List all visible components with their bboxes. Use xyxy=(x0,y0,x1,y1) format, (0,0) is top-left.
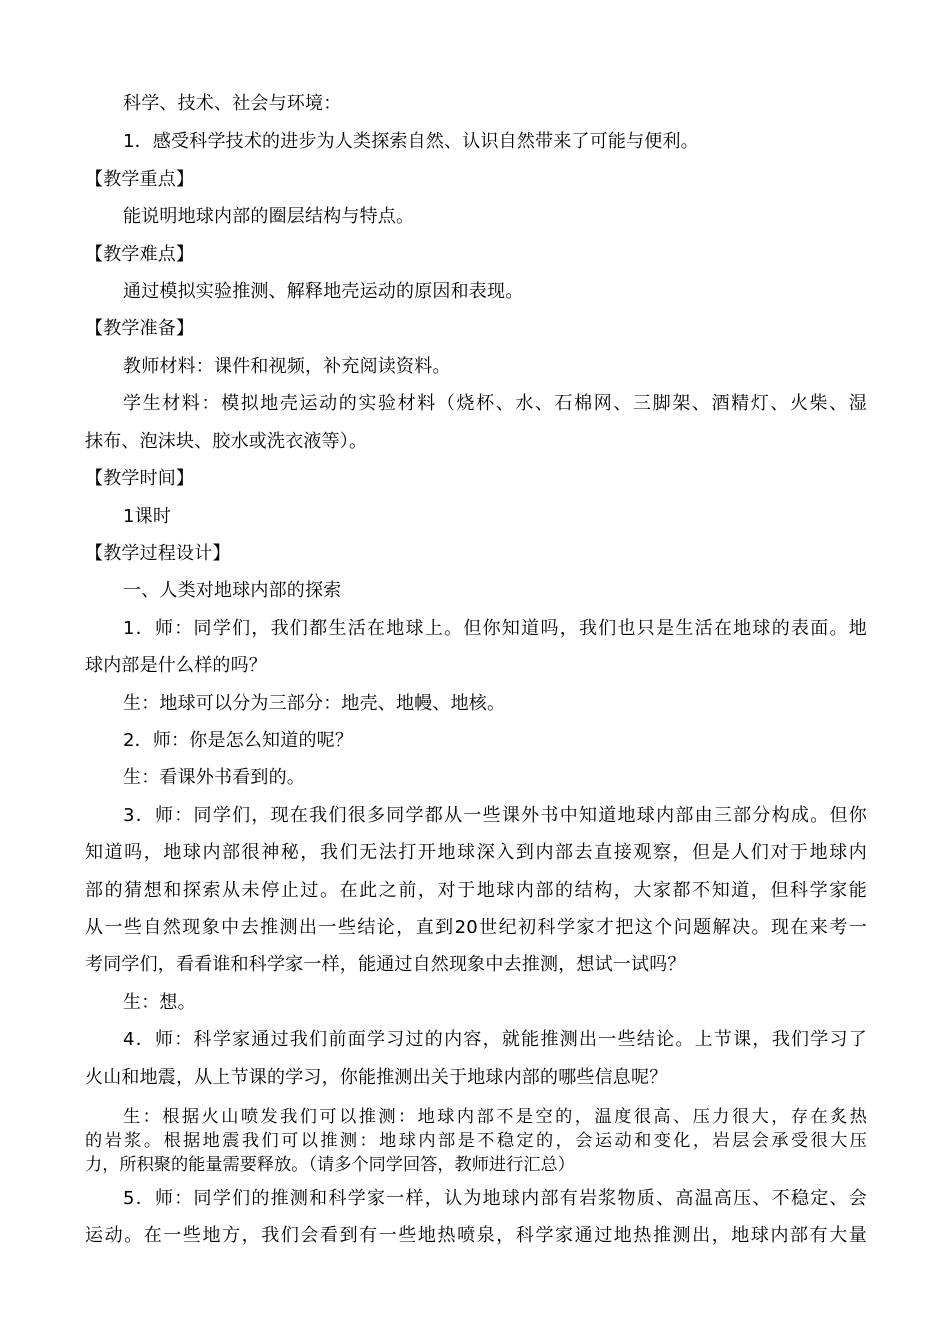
answer-4-line1: 生：根据火山喷发我们可以推测：地球内部不是空的，温度很高、压力很大，存在炙热 xyxy=(123,1107,867,1127)
paragraph-3-line1: 3．师：同学们，现在我们很多同学都从一些课外书中知道地球内部由三部分构成。但你 xyxy=(123,805,867,826)
difficulties-heading: 【教学难点】 xyxy=(85,244,195,265)
time-heading: 【教学时间】 xyxy=(85,468,195,489)
section-1-title: 一、人类对地球内部的探索 xyxy=(123,580,342,601)
paragraph-5-line2: 运动。在一些地方，我们会看到有一些地热喷泉，科学家通过地热推测出，地球内部有大量 xyxy=(85,1225,867,1246)
answer-4-line2: 的岩浆。根据地震我们可以推测：地球内部是不稳定的，会运动和变化，岩层会承受很大压 xyxy=(85,1131,867,1151)
paragraph-5-line1: 5．师：同学们的推测和科学家一样，认为地球内部有岩浆物质、高温高压、不稳定、会 xyxy=(123,1188,867,1209)
paragraph-4-line2: 火山和地震，从上节课的学习，你能推测出关于地球内部的哪些信息呢？ xyxy=(85,1067,668,1088)
objective-item-1: 1．感受科学技术的进步为人类探索自然、认识自然带来了可能与便利。 xyxy=(123,131,699,152)
paragraph-1-line2: 球内部是什么样的吗？ xyxy=(85,655,267,676)
student-materials-line2: 抹布、泡沫块、胶水或洗衣液等）。 xyxy=(85,431,368,452)
paragraph-3-line5: 考同学们，看看谁和科学家一样，能通过自然现象中去推测，想试一试吗？ xyxy=(85,954,686,975)
objectives-heading: 科学、技术、社会与环境： xyxy=(123,93,342,114)
difficulties-text: 通过模拟实验推测、解释地壳运动的原因和表现。 xyxy=(123,281,524,302)
answer-1: 生：地球可以分为三部分：地壳、地幔、地核。 xyxy=(123,693,506,714)
paragraph-3-line3: 部的猜想和探索从未停止过。在此之前，对于地球内部的结构，大家都不知道，但科学家能 xyxy=(85,880,867,901)
paragraph-3-line2: 知道吗，地球内部很神秘，我们无法打开地球深入到内部去直接观察，但是人们对于地球内 xyxy=(85,842,867,863)
paragraph-2: 2．师：你是怎么知道的呢？ xyxy=(123,730,354,751)
key-points-heading: 【教学重点】 xyxy=(85,169,195,190)
answer-4-line3: 力，所积聚的能量需要释放。（请多个同学回答，教师进行汇总） xyxy=(85,1155,575,1175)
key-points-text: 能说明地球内部的圈层结构与特点。 xyxy=(123,206,415,227)
teacher-materials: 教师材料：课件和视频，补充阅读资料。 xyxy=(123,356,451,377)
student-materials-line1: 学生材料：模拟地壳运动的实验材料（烧杯、水、石棉网、三脚架、酒精灯、火柴、湿 xyxy=(123,393,867,414)
process-heading: 【教学过程设计】 xyxy=(85,543,231,564)
paragraph-3-line4: 从一些自然现象中去推测出一些结论，直到20世纪初科学家才把这个问题解决。现在来考一 xyxy=(85,917,867,938)
answer-3: 生：想。 xyxy=(123,992,196,1013)
preparation-heading: 【教学准备】 xyxy=(85,318,195,339)
paragraph-4-line1: 4．师：科学家通过我们前面学习过的内容，就能推测出一些结论。上节课，我们学习了 xyxy=(123,1029,867,1050)
answer-2: 生：看课外书看到的。 xyxy=(123,767,305,788)
paragraph-1-line1: 1．师：同学们，我们都生活在地球上。但你知道吗，我们也只是生活在地球的表面。地 xyxy=(123,618,867,639)
time-text: 1课时 xyxy=(123,506,172,527)
